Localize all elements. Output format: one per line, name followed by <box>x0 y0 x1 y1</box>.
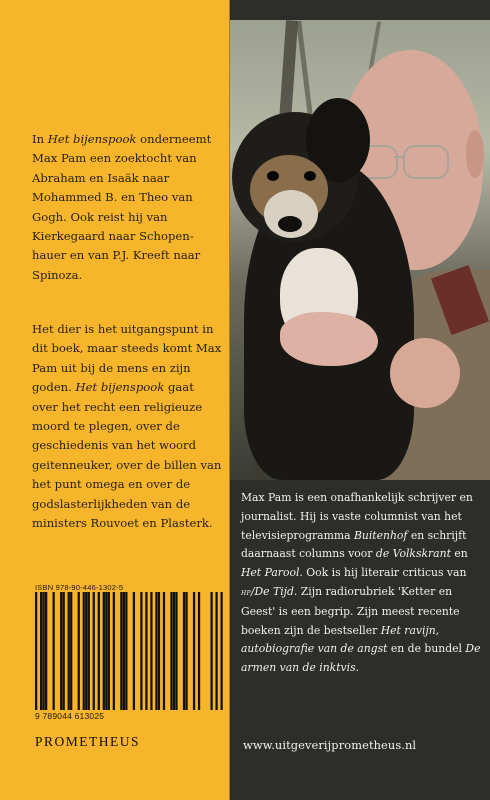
book-title: Het bijenspook <box>47 132 137 146</box>
blurb-text: onderneemt Max Pam een zoektocht van Abraham en Isaäk naar Mohammed B. en Theo van Gogh. Ook reist hij van Kierkegaard naar Schopen-hauer en van P.J. Kreeft naar Spinoza. <box>32 132 212 282</box>
blurb-paragraph-1 <box>32 130 222 285</box>
barcode-bar <box>210 592 212 710</box>
barcode-bar <box>133 592 135 710</box>
barcode-bar <box>113 592 115 710</box>
author-with-dog-photo <box>230 20 490 480</box>
barcode-bar <box>43 592 45 710</box>
barcode-bar <box>70 592 72 710</box>
barcode-bar <box>53 592 55 710</box>
barcode-bar <box>123 592 125 710</box>
barcode-bar <box>105 592 107 710</box>
bio-text: . Zijn radiorubriek 'Ketter en Geest' is een begrip. Zijn meest recente boeken zijn de bestseller <box>241 584 460 637</box>
blurb-paragraph-2 <box>32 320 222 533</box>
author-biography <box>241 489 485 678</box>
barcode-bar <box>85 592 87 710</box>
blurb-text: Het dier is het uitgangspunt in dit boek, maar steeds komt Max Pam uit bij de mens en zijn goden. <box>32 322 222 395</box>
blurb-text: In <box>32 132 48 146</box>
barcode-bar <box>175 592 177 710</box>
newspaper-title: de Volkskrant <box>375 547 451 561</box>
barcode-bar <box>45 592 47 710</box>
author-ear <box>466 130 484 178</box>
bio-text: . Ook is hij literair criticus van <box>299 566 467 580</box>
barcode-bar <box>155 592 157 710</box>
barcode-bar <box>93 592 95 710</box>
dog-eye <box>304 171 316 181</box>
barcode-bar <box>198 592 200 710</box>
barcode-bar <box>185 592 187 710</box>
barcode-bar <box>173 592 175 710</box>
program-title: Buitenhof <box>353 528 408 542</box>
barcode-bar <box>140 592 142 710</box>
bio-text: en de bundel <box>387 642 466 656</box>
book-title: De armen van de inktvis <box>241 642 481 675</box>
bio-text: en schrijft daarnaast columns voor <box>241 528 467 561</box>
dog-eye <box>267 171 279 181</box>
barcode-bar <box>98 592 100 710</box>
blurb-text: gaat over het recht een religieuze moord te plegen, over de geschiedenis van het woord geitenneuker, over de billen van het punt omega en over de godslasterlijkheden van de ministers Rouvoet en Plasterk. <box>32 380 222 531</box>
barcode-bar <box>103 592 105 710</box>
newspaper-title: Het Parool <box>241 566 300 580</box>
barcode <box>35 592 223 710</box>
barcode-graphic <box>35 592 223 710</box>
publisher-logo: PROMETHEUS <box>35 734 141 749</box>
book-title: Het bijenspook <box>75 380 165 395</box>
barcode-bar <box>35 592 37 710</box>
barcode-bar <box>150 592 152 710</box>
bio-text: Max Pam is een onafhankelijk schrijver en journalist. Hij is vaste columnist van het televisieprogramma <box>241 491 473 542</box>
barcode-bar <box>193 592 195 710</box>
barcode-bar <box>120 592 122 710</box>
barcode-bar <box>183 592 185 710</box>
dog-nose <box>278 216 302 232</box>
barcode-bar <box>60 592 62 710</box>
barcode-number: 9 789044 613025 <box>35 711 105 721</box>
publisher-website[interactable]: www.uitgeverijprometheus.nl <box>243 738 417 752</box>
barcode-bar <box>170 592 172 710</box>
glasses-right-lens <box>403 145 449 179</box>
barcode-bar <box>63 592 65 710</box>
magazine-title: /De Tijd <box>250 584 294 598</box>
barcode-bar <box>220 592 222 710</box>
barcode-bar <box>68 592 70 710</box>
bio-text: en <box>450 547 468 561</box>
book-title: Het ravijn, autobiografie van de angst <box>241 623 440 656</box>
barcode-bar <box>108 592 110 710</box>
author-hand <box>390 338 460 408</box>
barcode-bar <box>125 592 127 710</box>
magazine-prefix: hp <box>241 587 251 598</box>
barcode-bar <box>163 592 165 710</box>
barcode-bar <box>88 592 90 710</box>
barcode-bar <box>215 592 217 710</box>
barcode-bar <box>158 592 160 710</box>
barcode-bar <box>83 592 85 710</box>
glasses-bridge <box>394 156 404 158</box>
bio-text: . <box>355 661 360 675</box>
barcode-bar <box>40 592 42 710</box>
barcode-bar <box>145 592 147 710</box>
barcode-bar <box>78 592 80 710</box>
isbn-label: ISBN 978-90-446-1302-5 <box>35 583 124 592</box>
